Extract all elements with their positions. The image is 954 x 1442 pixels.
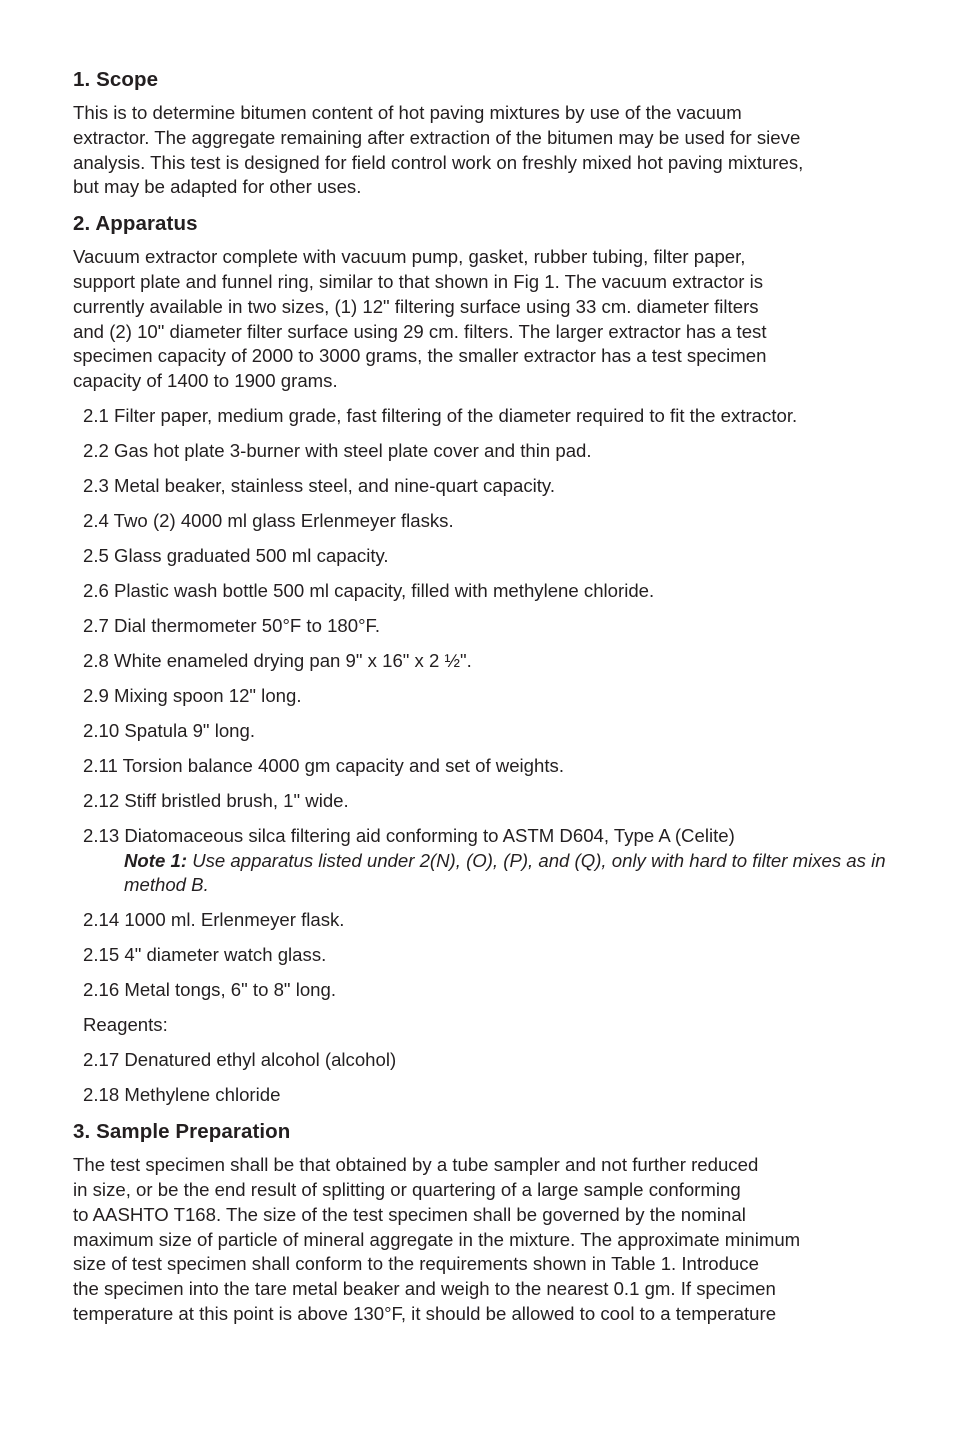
list-item: 2.4 Two (2) 4000 ml glass Erlenmeyer flasks.	[83, 509, 454, 531]
list-item: 2.9 Mixing spoon 12" long.	[83, 684, 302, 706]
scope-heading: 1. Scope	[73, 68, 159, 91]
scope-section	[73, 66, 894, 200]
reagents-label: Reagents:	[83, 1014, 168, 1036]
apparatus-heading: 2. Apparatus	[73, 212, 198, 236]
list-item: 2.8 White enameled drying pan 9" x 16" x 2 ½".	[83, 649, 472, 671]
note-text: Use apparatus listed under 2(N), (O), (P), and (Q), only with hard to filter mixes as in method B.	[124, 849, 886, 896]
list-item: 2.16 Metal tongs, 6" to 8" long.	[83, 979, 337, 1001]
note-1	[124, 849, 894, 899]
sample-preparation-section	[73, 1118, 894, 1327]
apparatus-section	[73, 210, 894, 1108]
sample-preparation-text: The test specimen shall be that obtained by a tube sampler and not further reduced in size, or be the end result of splitting or quartering of a large sample conforming to AASHTO T168. The size of the test specimen shall be governed by the nominal maximum size of particle of mineral aggregate in the mixture. The approximate minimum size of test specimen shall conform to the requirements shown in Table 1. Introduce the specimen into the tare metal beaker and weigh to the nearest 0.1 gm. If specimen temperature at this point is above 130°F, it should be allowed to cool to a temperature	[73, 1154, 801, 1325]
list-item-text: 2.13 Diatomaceous silca filtering aid conforming to ASTM D604, Type A (Celite)	[83, 824, 735, 846]
list-item: 2.14 1000 ml. Erlenmeyer flask.	[83, 909, 345, 931]
list-item: 2.15 4" diameter watch glass.	[83, 944, 327, 966]
list-item: 2.6 Plastic wash bottle 500 ml capacity, filled with methylene chloride.	[83, 579, 655, 601]
apparatus-list	[73, 404, 894, 1108]
list-item: 2.7 Dial thermometer 50°F to 180°F.	[83, 614, 381, 636]
list-item: 2.11 Torsion balance 4000 gm capacity and set of weights.	[83, 754, 564, 776]
sample-preparation-heading: 3. Sample Preparation	[73, 1120, 291, 1144]
list-item: 2.18 Methylene chloride	[83, 1084, 281, 1106]
apparatus-text: Vacuum extractor complete with vacuum pump, gasket, rubber tubing, filter paper, support plate and funnel ring, similar to that shown in Fig 1. The vacuum extractor is currently available in two sizes, (1) 12" filtering surface using 33 cm. diameter filters and (2) 10" diameter filter surface using 29 cm. filters. The larger extractor has a test specimen capacity of 2000 to 3000 grams, the smaller extractor has a test specimen capacity of 1400 to 1900 grams.	[73, 246, 767, 392]
list-item: 2.1 Filter paper, medium grade, fast filtering of the diameter required to fit the extractor.	[83, 404, 798, 426]
list-item: 2.5 Glass graduated 500 ml capacity.	[83, 544, 389, 566]
scope-text: This is to determine bitumen content of hot paving mixtures by use of the vacuum extractor. The aggregate remaining after extraction of the bitumen may be used for sieve analysis. This test is designed for field control work on freshly mixed hot paving mixtures, but may be adapted for other uses.	[73, 102, 804, 198]
list-item: 2.10 Spatula 9" long.	[83, 719, 256, 741]
list-item: 2.3 Metal beaker, stainless steel, and nine-quart capacity.	[83, 474, 555, 496]
list-item-with-note	[83, 824, 894, 898]
list-item: 2.12 Stiff bristled brush, 1" wide.	[83, 789, 349, 811]
list-item: 2.17 Denatured ethyl alcohol (alcohol)	[83, 1049, 397, 1071]
note-label: Note 1:	[124, 849, 188, 871]
list-item: 2.2 Gas hot plate 3-burner with steel plate cover and thin pad.	[83, 439, 592, 461]
